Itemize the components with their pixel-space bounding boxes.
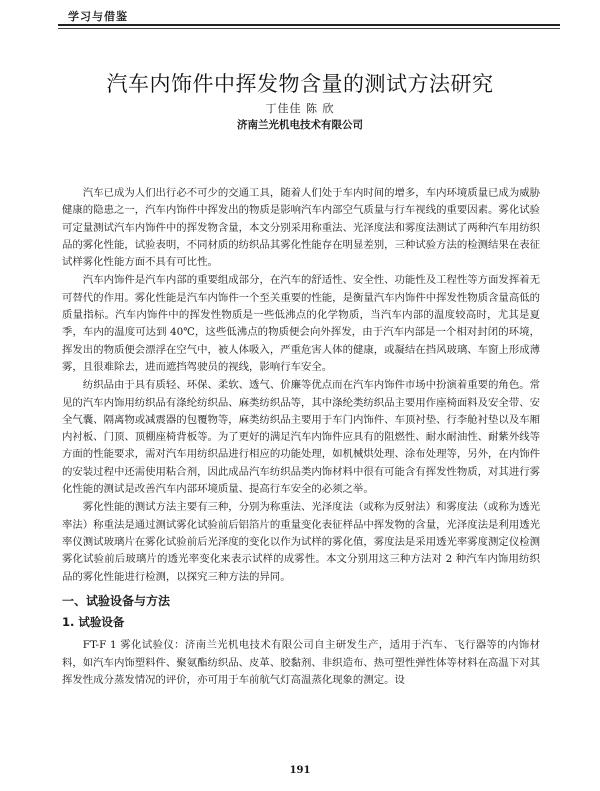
authors: 丁佳佳 陈 欣 [265, 102, 335, 115]
page-number: 191 [289, 765, 311, 776]
article-body [62, 185, 540, 690]
paragraph-textiles: 纺织品由于具有质轻、环保、柔软、透气、价廉等优点而在汽车内饰件市场中扮演着重要的角色。常见的汽车内饰用纺织品有涤纶纺织品、麻类纺织品等，其中涤纶类纺织品主要用作座椅面料及安全带、安全气囊、隔离物或减震器的包覆物等，麻类纺织品主要用于车门内饰件、车顶衬垫、行李舱衬垫以及车厢内衬板、门顶、顶棚座椅背板等。为了更好的满足汽车内饰件应具有的阻燃性、耐水耐油性、耐紫外线等方面的性能要求，需对汽车用纺织品进行相应的功能处理，如机械烘处理、涂布处理等，另外，在内饰件的安装过程中还需使用粘合剂，因此成品汽车纺织品类内饰材料中很有可能含有挥发性物质，对其进行雾化性能的测试是改善汽车内部环境质量、提高行车安全的必须之举。 [62, 379, 540, 496]
section-heading: 一、试验设备与方法 [62, 593, 171, 608]
header-rule-thin [58, 28, 560, 29]
paragraph-methods: 雾化性能的测试方法主要有三种，分别为称重法、光泽度法（或称为反射法）和雾度法（或称为透光率法）称重法是通过测试雾化试验前后铝箔片的重量变化表征样品中挥发物的含量，光泽度法是利用透光率仪测试玻璃片在雾化试验前后光泽度的变化以作为试样的雾化值，雾度法是采用透光率雾度测定仪检测雾化试验前后玻璃片的透光率变化来表示试样的成雾性。本文分别用这三种方法对 2 种汽车内饰用纺织品的雾化性能进行检测，以探究三种方法的异同。 [62, 501, 540, 583]
running-header: 学习与借鉴 [68, 10, 128, 23]
paragraph-intro: 汽车内饰件是汽车内部的重要组成部分，在汽车的舒适性、安全性、功能性及工程性等方面发挥着无可替代的作用。雾化性能是汽车内饰件一个至关重要的性能，是衡量汽车内饰件中挥发性物质含量高低的质量指标。汽车内饰件中的挥发性物质是一些低沸点的化学物质，当汽车内部的温度较高时，尤其是夏季，车内的温度可达到 40℃，这些低沸点的物质便会向外挥发，由于汽车内部是一个相对封闭的环境，挥发出的物质便会漂浮在空气中，被人体吸入，严重危害人体的健康，或凝结在挡风玻璃、车窗上形成薄雾，且很难除去，进而遮挡驾驶员的视线，影响行车安全。 [62, 274, 540, 373]
affiliation: 济南兰光机电技术有限公司 [237, 119, 363, 131]
subsection-heading: 1. 试验设备 [62, 615, 125, 630]
header-rule [58, 24, 560, 26]
paragraph-equipment: FT-F 1 雾化试验仪：济南兰光机电技术有限公司自主研发生产，适用于汽车、飞行器等的内饰材料，如汽车内饰塑料件、聚氨酯纺织品、皮革、胶黏剂、非织造布、热可塑性弹性体等材料在高温下对其挥发性成分蒸发情况的评价，亦可用于车前航气灯高温蒸化现象的测定。设 [62, 639, 540, 687]
page-title: 汽车内饰件中挥发物含量的测试方法研究 [106, 72, 494, 96]
paragraph-abstract: 汽车已成为人们出行必不可少的交通工具，随着人们处于车内时间的增多，车内环境质量已成为威胁健康的隐患之一，汽车内饰件中挥发出的物质是影响汽车内部空气质量与行车视线的重要因素。雾化试验可定量测试汽车内饰件中的挥发物含量，本文分别采用称重法、光泽度法和雾度法测试了两种汽车用纺织品的雾化性能，试验表明，不同材质的纺织品其雾化性能存在明显差别，三种试验方法的检测结果在表征试样雾化性能方面不具有可比性。 [62, 187, 540, 269]
